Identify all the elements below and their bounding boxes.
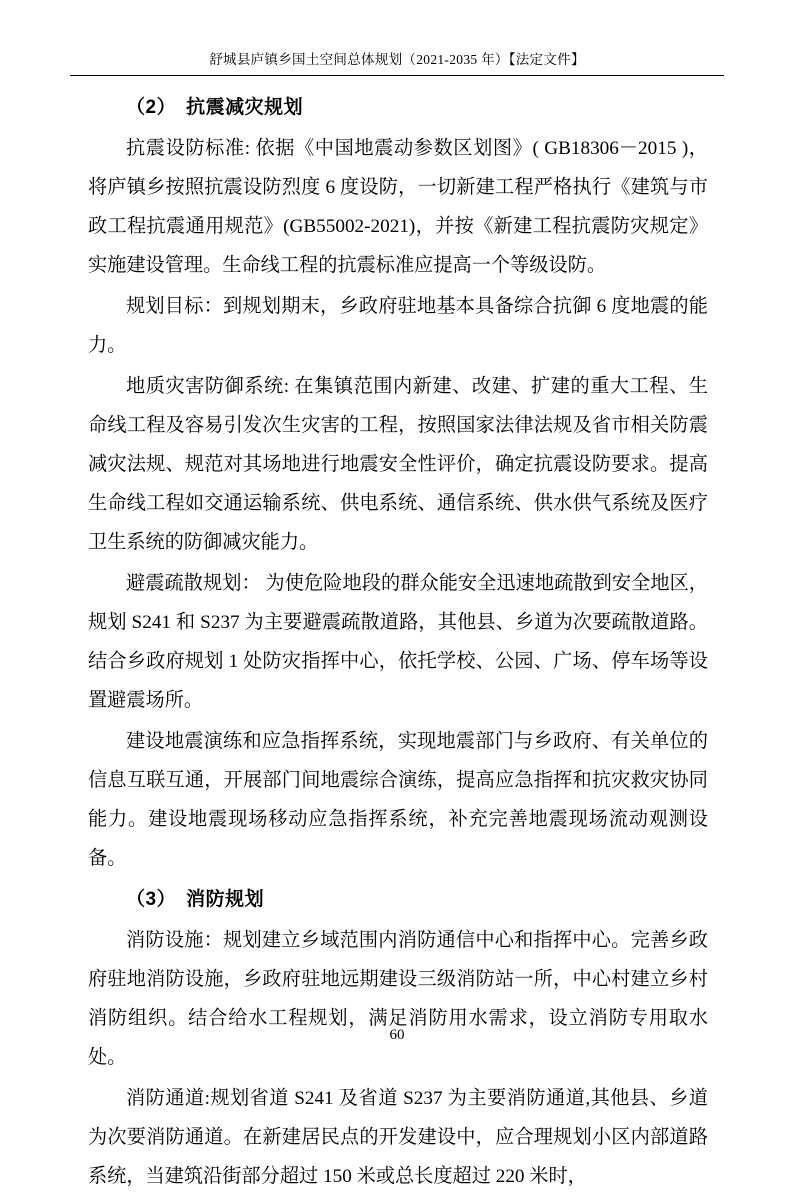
paragraph: 消防设施：规划建立乡域范围内消防通信中心和指挥中心。完善乡政府驻地消防设施，乡政府驻地远期建设三级消防站一所，中心村建立乡村消防组织。结合给水工程规划，满足消防用水需求，设立消防专用取水处。 <box>88 930 708 1068</box>
section-number-3: （3） <box>126 889 177 910</box>
header-title: 舒城县庐镇乡国土空间总体规划（2021-2035 年）【法定文件】 <box>209 52 585 67</box>
paragraph: 地质灾害防御系统: 在集镇范围内新建、改建、扩建的重大工程、生命线工程及容易引发次生灾害的工程，按照国家法律法规及省市相关防震减灾法规、规范对其场地进行地震安全性评价，确定抗震设防要求。提高生命线工程如交通运输系统、供电系统、通信系统、供水供气系统及医疗卫生系统的防御减灾能力。 <box>88 376 708 553</box>
section-title-3: 消防规划 <box>186 889 265 910</box>
section-number-2: （2） <box>126 97 177 118</box>
header-divider <box>70 75 724 76</box>
paragraph: 消防通道:规划省道 S241 及省道 S237 为主要消防通道,其他县、乡道为次要消防通道。在新建居民点的开发建设中，应合理规划小区内部道路系统，当建筑沿街部分超过 150 米或总长度超过 220 米时， <box>88 1088 708 1187</box>
paragraph: 避震疏散规划： 为使危险地段的群众能安全迅速地疏散到安全地区，规划 S241 和 S237 为主要避震疏散道路，其他县、乡道为次要疏散道路。结合乡政府规划 1 处防灾指挥中心，依托学校、公园、广场、停车场等设置避震场所。 <box>88 573 708 711</box>
paragraph: 规划目标：到规划期末，乡政府驻地基本具备综合抗御 6 度地震的能力。 <box>88 296 708 356</box>
section-title-2: 抗震减灾规划 <box>186 97 304 118</box>
section-heading-2 <box>88 88 708 127</box>
page-header <box>70 48 724 76</box>
section-heading-3 <box>88 880 708 919</box>
page-number: 60 <box>389 1027 405 1043</box>
paragraph: 抗震设防标准: 依据《中国地震动参数区划图》( GB18306－2015 )，将庐镇乡按照抗震设防烈度 6 度设防，一切新建工程严格执行《建筑与市政工程抗震通用规范》(GB55002-2021)，并按《新建工程抗震防灾规定》实施建设管理。生命线工程的抗震标准应提高一个等级设防。 <box>88 138 708 276</box>
paragraph: 建设地震演练和应急指挥系统，实现地震部门与乡政府、有关单位的信息互联互通，开展部门间地震综合演练，提高应急指挥和抗灾救灾协同能力。建设地震现场移动应急指挥系统，补充完善地震现场流动观测设备。 <box>88 731 708 869</box>
page-footer <box>0 1027 794 1044</box>
